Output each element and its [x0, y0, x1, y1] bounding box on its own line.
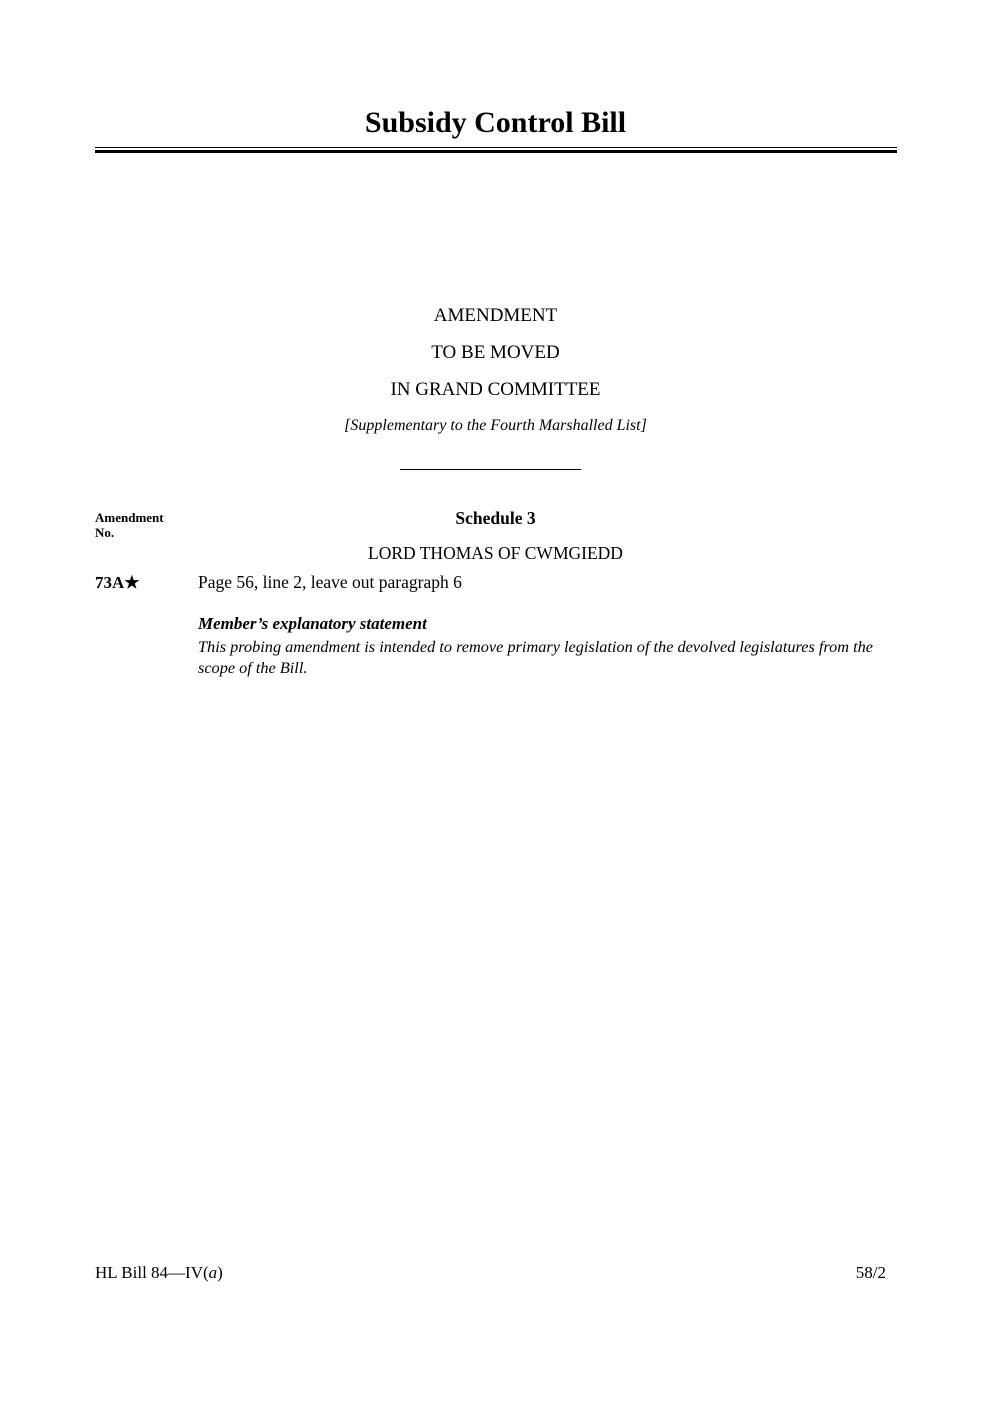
page-reference: 58/2	[855, 1263, 886, 1282]
heading-to-be-moved: TO BE MOVED	[431, 342, 560, 363]
title-rule-thin	[95, 147, 897, 148]
explanatory-statement-text: This probing amendment is intended to remove primary legislation of the devolved legislatures from the scope of the Bill.	[198, 637, 873, 677]
title-rule-thick	[95, 150, 897, 153]
explanatory-statement-heading: Member’s explanatory statement	[198, 614, 427, 633]
heading-grand-committee: IN GRAND COMMITTEE	[390, 379, 601, 400]
bill-ref-suffix: )	[217, 1263, 223, 1282]
bill-ref-prefix: HL Bill 84—IV(	[95, 1263, 209, 1282]
heading-amendment: AMENDMENT	[433, 305, 558, 326]
amendment-label-line1: Amendment	[95, 510, 164, 525]
bill-reference	[95, 1263, 223, 1283]
schedule-heading: Schedule 3	[455, 508, 536, 528]
section-divider	[400, 469, 581, 470]
amendment-number: 73A★	[95, 573, 140, 592]
supplementary-note: [Supplementary to the Fourth Marshalled List]	[344, 417, 647, 434]
amendment-label-line2: No.	[95, 525, 115, 540]
bill-ref-italic: a	[208, 1263, 218, 1282]
document-title: Subsidy Control Bill	[364, 106, 627, 139]
member-name: LORD THOMAS OF CWMGIEDD	[368, 543, 623, 563]
amendment-text: Page 56, line 2, leave out paragraph 6	[198, 572, 462, 592]
